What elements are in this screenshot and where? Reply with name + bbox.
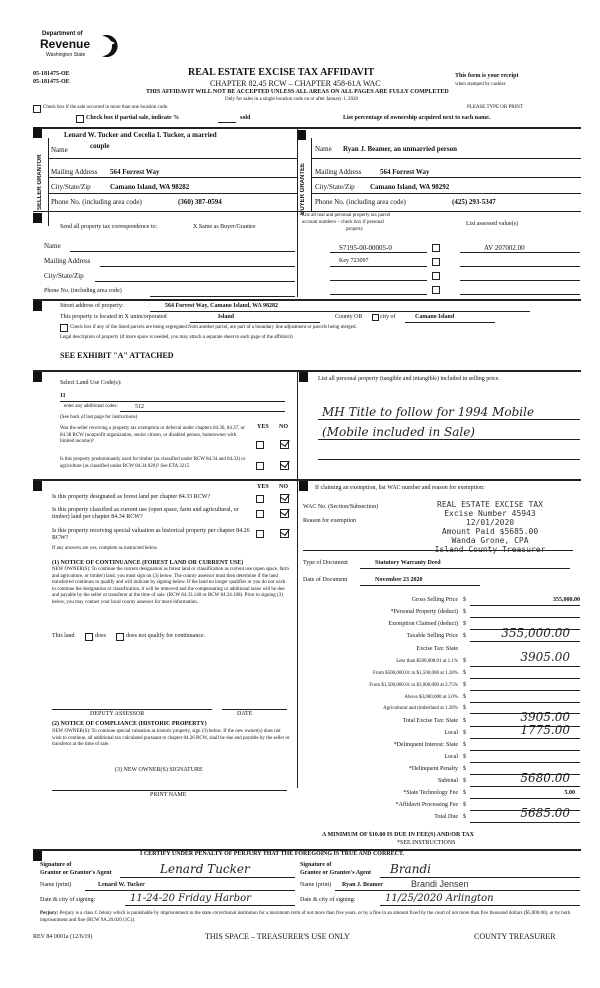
local-label: Local <box>444 730 458 736</box>
city-of-value: Camano Island <box>415 314 455 320</box>
receipt-note-1: This form is your receipt <box>455 73 519 79</box>
perjury-notice <box>40 910 580 924</box>
land-use-q1-no-checked[interactable] <box>280 440 289 449</box>
does-label: does <box>95 633 106 639</box>
tier-2-currency: $ <box>463 670 466 676</box>
see-instructions: *SEE INSTRUCTIONS <box>397 840 456 846</box>
receipt-note-2: when stamped by cashier. <box>455 82 507 87</box>
rev-number: REV 84 0001a (12/6/19) <box>33 934 93 940</box>
grantor-date-city: 11-24-20 Friday Harbor <box>130 893 251 904</box>
parcel-2-personal-checkbox[interactable] <box>432 258 440 266</box>
stamp-line-3: 12/01/2020 <box>465 518 515 527</box>
date-doc: November 23 2020 <box>375 577 423 583</box>
parcel-1-personal-checkbox[interactable] <box>432 244 440 252</box>
additional-codes-value: 512 <box>135 404 144 410</box>
tier-4-currency: $ <box>463 694 466 700</box>
grantor-signature: Lenard Tucker <box>160 862 250 876</box>
form-no-1: 05-181475-OE <box>33 71 70 77</box>
street-address: 564 Forrest Way, Camano Island, WA 98282 <box>165 303 279 309</box>
subtotal-value: 5680.00 <box>520 771 570 785</box>
county-treasurer: COUNTY TREASURER <box>474 932 556 941</box>
form-title: REAL ESTATE EXCISE TAX AFFIDAVIT <box>188 67 375 78</box>
land-does-checkbox[interactable] <box>85 633 93 641</box>
date-doc-label: Date of Document <box>303 577 348 583</box>
taxable-value: 355,000.00 <box>501 626 570 640</box>
grantee-date-city-label: Date & city of signing: <box>300 897 356 903</box>
type-doc: Statutory Warranty Deed <box>375 560 441 566</box>
tier-3-currency: $ <box>463 682 466 688</box>
section-1-badge <box>33 127 42 138</box>
parcels-header-1: List all real and personal property tax parcel <box>302 213 391 218</box>
forest-q2: Is this property classified as current use (open space, farm and agricultural, or timber) land per chapter 84.34 RCW? <box>52 507 239 520</box>
segregated-checkbox[interactable] <box>60 324 68 332</box>
tech-fee-label: *State Technology Fee <box>403 790 458 796</box>
forest-q3-no-checked[interactable] <box>280 529 289 538</box>
seller-address-label: Mailing Address <box>51 168 98 176</box>
new-owner-sig-label: (3) NEW OWNER(S) SIGNATURE <box>115 767 203 773</box>
personal-deduct-label: *Personal Property (deduct) <box>390 609 458 615</box>
treasurer-stamp <box>400 500 580 554</box>
section-7-badge <box>33 481 42 491</box>
grantor-sig-label-2: Grantor or Grantor's Agent <box>40 870 112 876</box>
subtotal-label: Subtotal <box>437 778 458 784</box>
section-2-badge <box>297 130 306 140</box>
correspondence-label: Send all property tax correspondence to: <box>60 224 158 230</box>
parcel-3-personal-checkbox[interactable] <box>432 272 440 280</box>
grantee-date-city: 11/25/2020 Arlington <box>385 893 494 904</box>
wac-label: WAC No. (Section/Subsection) <box>303 504 379 510</box>
type-or-print: PLEASE TYPE OR PRINT <box>467 105 523 110</box>
land-use-q2-no-checked[interactable] <box>280 461 289 470</box>
buyer-phone: (425) 293-5347 <box>452 198 496 206</box>
continuance-body: NEW OWNER(S): To continue the current designation as forest land or classification as current use (open space, farm and agriculture, or timber) land, you must sign on (3) below. The county assessor must then determine if the land transferred continues to qualify and will indicate by signing below. If the land no longer qualifies or you do not wish to continue the designation or classification, it will be removed and the compensating or additional taxes will be due and payable by the seller or transferor at the time of sale. (RCW 84.33.140 or RCW 84.34.108). Prior to signing (3) below, you may contact your local county assessor for more information. <box>52 567 289 605</box>
exemption-label: If claiming an exemption, list WAC number and reason for exemption: <box>315 485 485 491</box>
dept-line2: Revenue <box>40 37 91 51</box>
personal-property-label: List all personal property (tangible and intangible) included in selling price. <box>318 376 500 382</box>
dor-logo <box>40 30 140 68</box>
forest-q1-yes[interactable] <box>256 495 264 503</box>
section-5-badge <box>33 372 42 382</box>
parcel-4-personal-checkbox[interactable] <box>432 286 440 294</box>
corr-address-label: Mailing Address <box>44 257 91 265</box>
assessed-value-1: AV 207002.00 <box>484 244 525 252</box>
correspondence-same-as: X Same as Buyer/Grantee <box>193 224 256 230</box>
compliance-body: NEW OWNER(S): To continue special valuation as historic property, sign (3) below. If the new owner(s) does not wish to continue, all additional tax calculated pursuant to chapter 84.26 RCW, shall be due and payable by the seller or transferor at the time of sale. <box>52 729 290 748</box>
grantee-print-label: Name (print) <box>300 882 332 888</box>
section-9-badge <box>33 851 42 861</box>
local-value: 1775.00 <box>520 723 570 737</box>
total-due-value: 5685.00 <box>520 806 570 820</box>
gross-label: Gross Selling Price <box>411 597 458 603</box>
county-or: County OR <box>335 314 363 320</box>
taxable-currency: $ <box>463 633 466 639</box>
gross-value: 355,000.00 <box>553 597 580 603</box>
multi-location-checkbox[interactable] <box>33 105 41 113</box>
sold-label: sold <box>240 115 251 121</box>
stamp-line-6: Island County Treasurer <box>434 545 546 554</box>
certify-statement: I CERTIFY UNDER PENALTY OF PERJURY THAT THE FOREGOING IS TRUE AND CORRECT. <box>140 851 405 857</box>
buyer-address-label: Mailing Address <box>315 168 362 176</box>
penalty-label: *Delinquent Penalty <box>408 766 458 772</box>
segregated-label: Check box if any of the listed parcels are being segregated from another parcel, are part of a boundary line adjustment or parcels being merged. <box>70 325 357 330</box>
tech-fee-value: 5.00 <box>564 790 575 796</box>
seller-phone: (360) 387-0594 <box>178 198 222 206</box>
section-8-badge <box>299 481 308 491</box>
forest-q3-yes[interactable] <box>256 530 264 538</box>
buyer-city-label: City/State/Zip <box>315 183 355 191</box>
tier-5-currency: $ <box>463 705 466 711</box>
multi-location-label: Check box if the sale occurred in more than one location code. <box>43 105 169 110</box>
form-no-2: 05-181475-OE <box>33 79 70 85</box>
delinquent-local-currency: $ <box>463 754 466 760</box>
parcels-header-3: property <box>346 227 363 232</box>
see-exhibit: SEE EXHIBIT "A" ATTACHED <box>60 351 174 360</box>
additional-codes-label: enter any additional codes: <box>64 404 118 409</box>
forest-yes-header: YES <box>257 484 269 490</box>
seller-city-label: City/State/Zip <box>51 183 91 191</box>
forest-q2-yes[interactable] <box>256 510 264 518</box>
pct-ownership-note: List percentage of ownership acquired next to each name. <box>343 115 491 121</box>
penalty-currency: $ <box>463 766 466 772</box>
perjury-body: Perjury is a class C felony which is punishable by imprisonment in the state correctional institution for a maximum term of not more than five years, or by a fine in an amount fixed by the court of not more than five thousand dollars ($5,000.00), or by both imprisonment and fine (RCW 9A.20.020 (1C)). <box>40 911 571 923</box>
street-label: Street address of property: <box>60 303 124 309</box>
total-state-value: 3905.00 <box>520 710 570 724</box>
minimum-fee-note: A MINIMUM OF $10.00 IS DUE IN FEE(S) AND/OR TAX <box>322 832 474 838</box>
does-not-label: does not qualify for continuance. <box>126 633 206 639</box>
corr-city-label: City/State/Zip <box>44 272 84 280</box>
assessed-header: List assessed value(s) <box>466 221 518 227</box>
grantor-sig-label-1: Signature of <box>40 862 72 868</box>
land-use-select-label: Select Land Use Code(s): <box>60 380 122 386</box>
parcel-2: Key 723097 <box>339 258 369 264</box>
grantee-sig-label-2: Grantee or Grantee's Agent <box>300 870 372 876</box>
grantee-sig-label-1: Signature of <box>300 862 332 868</box>
section-6-badge <box>299 372 308 382</box>
personal-property-hand-1: MH Title to follow for 1994 Mobile <box>322 405 535 419</box>
parcels-header-2: account numbers – check box if personal <box>302 220 384 225</box>
forest-q3: Is this property receiving special valuation as historical property per chapter 84.26 RCW? <box>52 528 250 541</box>
buyer-city: Camano Island, WA 98292 <box>370 183 450 191</box>
treasurer-use-only: THIS SPACE – TREASURER'S USE ONLY <box>205 932 350 941</box>
dept-line1: Department of <box>42 31 83 37</box>
section-4-badge <box>33 301 42 311</box>
stamp-line-5: Wanda Grone, CPA <box>451 536 529 545</box>
delinquent-state-currency: $ <box>463 742 466 748</box>
warning-line: THIS AFFIDAVIT WILL NOT BE ACCEPTED UNLESS ALL AREAS ON ALL PAGES ARE FULLY COMPLETED <box>146 89 449 95</box>
tier-5-label: Agricultural and timberland at 1.28% <box>383 706 458 711</box>
personal-deduct-currency: $ <box>463 609 466 615</box>
city-of-label: city of <box>380 314 396 320</box>
land-use-q2: Is this property predominantly used for timber (as classified under RCW 84.34 and 84.33) or agriculture (as classified under RCW 84.34.020)? See ETA 3215 <box>60 457 246 469</box>
taxable-label: Taxable Selling Price <box>406 633 458 639</box>
tier-1-currency: $ <box>463 658 466 664</box>
land-use-no-header: NO <box>279 424 288 430</box>
total-due-label: Total Due <box>434 814 458 820</box>
exemption-deduct-label: Exemption Claimed (deduct) <box>388 621 458 627</box>
local-currency: $ <box>463 730 466 736</box>
land-use-code: 11 <box>60 393 66 399</box>
seller-name-label: Name <box>51 146 68 154</box>
only-for-line: Only for sales in a single location code on or after January 1, 2020 <box>225 97 359 102</box>
stamp-line-1: REAL ESTATE EXCISE TAX <box>437 500 543 509</box>
parcel-1: S7195-00-00005-0 <box>339 244 392 252</box>
section-3-badge <box>33 213 42 223</box>
within-city-checkbox[interactable] <box>372 314 379 321</box>
partial-sale-label: Check box if partial sale, indicate % <box>86 115 180 121</box>
buyer-side-label: BUYER GRANTEE <box>300 162 306 215</box>
seller-phone-label: Phone No. (including area code) <box>51 198 142 206</box>
tier-4-label: Above $3,000,000 at 3.0% <box>404 695 458 700</box>
grantee-signature: Brandi <box>390 862 431 876</box>
grantor-print-name: Lenard W. Tucker <box>98 882 145 888</box>
tier-1-label: Less than $500,000.01 at 1.1% <box>396 659 458 664</box>
exemption-deduct-currency: $ <box>463 621 466 627</box>
tier-3-label: From $1,500,000.01 to $3,000,000 at 2.75% <box>369 683 458 688</box>
deputy-assessor-label: DEPUTY ASSESSOR <box>90 711 145 717</box>
land-use-q1: Was the seller receiving a property tax exemption or deferral under chapters 84.36, 84.37, or 84.38 RCW (nonprofit organization, senior citizen, or disabled person, homeowner with limited income)? <box>60 426 245 444</box>
land-use-q1-yes[interactable] <box>256 441 264 449</box>
located-value: Island <box>218 314 235 320</box>
perjury-title: Perjury: <box>40 911 59 916</box>
stamp-line-2: Excise Number 45943 <box>444 509 536 518</box>
forest-if-yes: If any answers are yes, complete as instructed below. <box>52 546 159 551</box>
buyer-name-label: Name <box>315 145 332 153</box>
compliance-title: (2) NOTICE OF COMPLIANCE (HISTORIC PROPERTY) <box>52 721 207 727</box>
grantor-print-label: Name (print) <box>40 882 72 888</box>
corr-name-label: Name <box>44 242 61 250</box>
excise-state-label: Excise Tax: State <box>416 646 458 652</box>
partial-sale-checkbox[interactable] <box>76 115 84 123</box>
total-state-currency: $ <box>463 718 466 724</box>
dept-line3: Washington State <box>46 52 86 58</box>
assessor-date-label: DATE <box>237 711 253 717</box>
grantee-print-name: Ryan J. Beamer <box>342 882 383 888</box>
buyer-phone-label: Phone No. (including area code) <box>315 198 406 206</box>
affidavit-fee-currency: $ <box>463 802 466 808</box>
stamp-line-4: Amount Paid $5685.00 <box>441 527 539 536</box>
forest-q1-no-checked[interactable] <box>280 494 289 503</box>
reason-label: Reason for exemption <box>303 518 356 524</box>
agent-name: Brandi Jensen <box>411 879 469 889</box>
gross-currency: $ <box>463 597 466 603</box>
seller-city: Camano Island, WA 98282 <box>110 183 190 191</box>
tier-2-label: From $500,000.01 to $1,500,000 at 1.28% <box>373 671 458 676</box>
this-land-label: This land <box>52 633 75 639</box>
land-use-yes-header: YES <box>257 424 269 430</box>
seller-name-line1: Lenard W. Tucker and Cecelia I. Tucker, a married <box>64 131 217 139</box>
affidavit-fee-label: *Affidavit Processing Fee <box>395 802 458 808</box>
see-back-note: (See back of last page for instructions) <box>60 415 138 420</box>
seller-name-line2: couple <box>90 142 110 150</box>
grantor-date-city-label: Date & city of signing: <box>40 897 96 903</box>
continuance-title: (1) NOTICE OF CONTINUANCE (FOREST LAND OR CURRENT USE) <box>52 560 244 566</box>
seller-address: 564 Forrest Way <box>110 168 160 176</box>
buyer-name: Ryan J. Beamer, an unmarried person <box>343 145 458 153</box>
delinquent-state-label: *Delinquent Interest: State <box>393 742 458 748</box>
tech-fee-currency: $ <box>463 790 466 796</box>
land-use-q2-yes[interactable] <box>256 462 264 470</box>
located-label: This property is located in X unincorporated <box>60 314 167 320</box>
total-state-label: Total Excise Tax: State <box>402 718 458 724</box>
forest-q2-no-checked[interactable] <box>280 509 289 518</box>
personal-property-hand-2: (Mobile included in Sale) <box>322 425 475 439</box>
total-due-currency: $ <box>463 814 466 820</box>
legal-desc-label: Legal description of property (if more space is needed, you may attach a separate sheet to each page of the affidavit) <box>60 335 293 340</box>
chapter-line: CHAPTER 82.45 RCW – CHAPTER 458-61A WAC <box>210 79 381 88</box>
corr-phone-label: Phone No. (including area code) <box>44 288 122 294</box>
seller-side-label: SELLER GRANTOR <box>37 154 43 210</box>
print-name-label: PRINT NAME <box>150 792 187 798</box>
buyer-address: 564 Forrest Way <box>380 168 430 176</box>
type-doc-label: Type of Document <box>303 560 348 566</box>
forest-q1: Is this property designated as forest land per chapter 84.33 RCW? <box>52 494 211 500</box>
forest-no-header: NO <box>279 484 288 490</box>
land-does-not-checkbox[interactable] <box>116 633 124 641</box>
subtotal-currency: $ <box>463 778 466 784</box>
delinquent-local-label: Local <box>444 754 458 760</box>
tier-1-value: 3905.00 <box>520 650 570 664</box>
